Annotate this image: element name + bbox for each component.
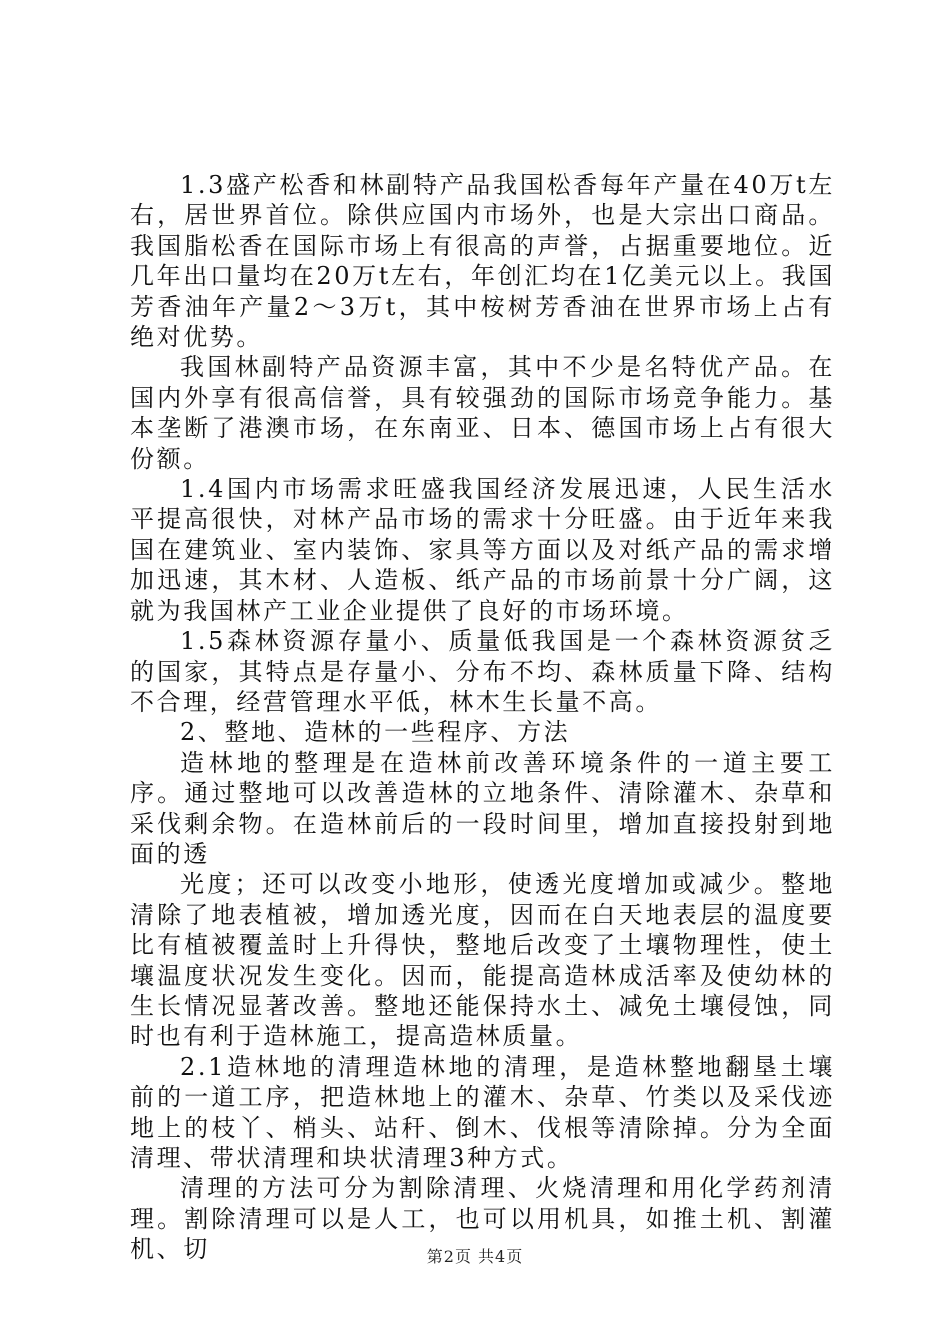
paragraph-site-preparation: 造林地的整理是在造林前改善环境条件的一道主要工序。通过整地可以改善造林的立地条件、清除灌木、杂草和采伐剩余物。在造林前后的一段时间里，增加直接投射到地面的透 [130,748,835,868]
paragraph-1-3: 1.3盛产松香和林副特产品我国松香每年产量在40万t左右，居世界首位。除供应国内市场外，也是大宗出口商品。我国脂松香在国际市场上有很高的声誉，占据重要地位。近几年出口量均在20万t左右，年创汇均在1亿美元以上。我国芳香油年产量2～3万t，其中桉树芳香油在世界市场上占有绝对优势。 [130,171,835,352]
page-number-footer: 第2页 共4页 [426,1247,524,1266]
paragraph-2-1: 2.1造林地的清理造林地的清理，是造林整地翻垦土壤前的一道工序，把造林地上的灌木、杂草、竹类以及采伐迹地上的枝丫、梢头、站秆、倒木、伐根等清除掉。分为全面清理、带状清理和块状清理3种方式。 [130,1052,835,1172]
section-heading-2: 2、整地、造林的一些程序、方法 [180,718,571,747]
paragraph-1-5: 1.5森林资源存量小、质量低我国是一个森林资源贫乏的国家，其特点是存量小、分布不均、森林质量下降、结构不合理，经营管理水平低，林木生长量不高。 [130,627,835,716]
document-body [130,170,835,1265]
paragraph-forest-products: 我国林副特产品资源丰富，其中不少是名特优产品。在国内外享有很高信誉，具有较强劲的国际市场竞争能力。基本垄断了港澳市场，在东南亚、日本、德国市场上占有很大份额。 [130,353,835,473]
paragraph-clearing-methods: 清理的方法可分为割除清理、火烧清理和用化学药剂清理。割除清理可以是人工，也可以用机具，如推土机、割灌机、切 [130,1174,835,1264]
paragraph-1-4: 1.4国内市场需求旺盛我国经济发展迅速，人民生活水平提高很快，对林产品市场的需求十分旺盛。由于近年来我国在建筑业、室内装饰、家具等方面以及对纸产品的需求增加迅速，其木材、人造板、纸产品的市场前景十分广阔，这就为我国林产工业企业提供了良好的市场环境。 [130,475,835,625]
paragraph-light-transmission: 光度；还可以改变小地形，使透光度增加或减少。整地清除了地表植被，增加透光度，因而在白天地表层的温度要比有植被覆盖时上升得快，整地后改变了土壤物理性，使土壤温度状况发生变化。因而，能提高造林成活率及使幼林的生长情况显著改善。整地还能保持水土、减免土壤侵蚀，同时也有利于造林施工，提高造林质量。 [130,870,835,1051]
